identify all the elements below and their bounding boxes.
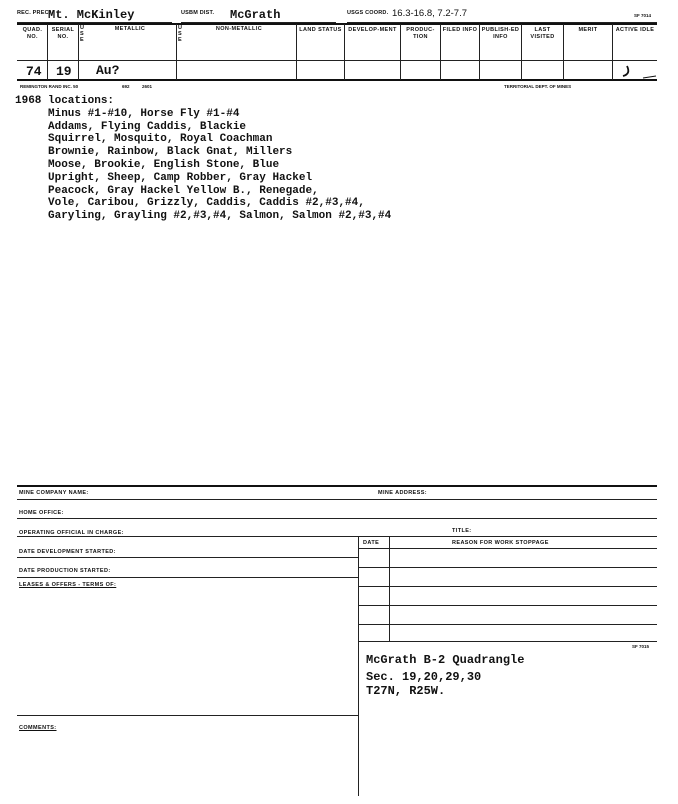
rec-prec-label: REC. PREC. [17, 10, 51, 16]
usgs-coord-value: 16.3-16.8, 7.2-7.7 [392, 8, 467, 19]
printer-code1: 692 [122, 84, 130, 89]
printer-code2: 2601 [142, 84, 153, 89]
col-land-status: LAND STATUS [299, 27, 342, 33]
locations-line: Peacock, Gray Hackel Yellow B., Renegade, [15, 184, 319, 197]
col-use-flag-u: U [80, 25, 85, 31]
usbm-dist-value: McGrath [230, 8, 281, 22]
locations-line: Upright, Sheep, Camp Robber, Gray Hackel [15, 171, 313, 184]
title-label: TITLE: [452, 528, 472, 534]
quadrangle-line: McGrath B-2 Quadrangle [366, 653, 525, 667]
col-last-visited: LAST VISITED [530, 27, 555, 40]
locations-line: Moose, Brookie, English Stone, Blue [15, 158, 280, 171]
operating-official-label: OPERATING OFFICIAL IN CHARGE: [19, 530, 124, 536]
mine-company-name-label: MINE COMPANY NAME: [19, 490, 89, 496]
metallic-value: Au? [96, 63, 120, 78]
col-filed-info: FILED INFO [442, 27, 478, 33]
col-use-flag-e-2: E [178, 37, 183, 43]
locations-line: Garyling, Grayling #2,#3,#4, Salmon, Salmon #2,#3,#4 [15, 210, 392, 223]
col-use-flag-s: S [80, 31, 85, 37]
reason-header: REASON FOR WORK STOPPAGE [452, 540, 549, 546]
col-merit: MERIT [578, 27, 598, 33]
date-prod-started-label: DATE PRODUCTION STARTED: [19, 568, 111, 574]
locations-line: Addams, Flying Caddis, Blackie [15, 120, 247, 133]
township-line: T27N, R25W. [366, 684, 446, 698]
home-office-label: HOME OFFICE: [19, 510, 64, 516]
quad-no-value: 74 [26, 64, 42, 79]
col-use-flag-s-2: S [178, 31, 183, 37]
col-serial-no: SERIAL NO. [51, 27, 75, 40]
date-header: DATE [363, 540, 380, 546]
locations-line: Vole, Caribou, Grizzly, Caddis, Caddis #2,#3,#4, [15, 197, 365, 210]
usbm-dist-label: USBM DIST. [181, 10, 215, 16]
col-production: PRODUC-TION [406, 27, 435, 40]
section-line: Sec. 19,20,29,30 [366, 670, 482, 684]
printer-left: REMINGTON RAND INC. 50 [20, 84, 79, 89]
col-quad-no: QUAD. NO. [22, 27, 43, 40]
idle-mark [615, 64, 657, 80]
col-active-idle: ACTIVE IDLE [615, 27, 655, 33]
leases-label: LEASES & OFFERS - TERMS OF: [19, 582, 117, 588]
locations-line: Brownie, Rainbow, Black Gnat, Millers [15, 146, 293, 159]
date-dev-started-label: DATE DEVELOPMENT STARTED: [19, 549, 116, 555]
rec-prec-value: Mt. McKinley [48, 8, 135, 22]
col-use-flag-e: E [80, 37, 85, 43]
locations-line: 1968 locations: [15, 95, 115, 107]
col-non-metallic: NON-METALLIC [215, 26, 263, 32]
usgs-coord-label: USGS COORD. [347, 10, 389, 16]
form-number-bottom: SF 7015 [632, 644, 650, 649]
col-metallic: METALLIC [114, 26, 146, 32]
locations-line: Minus #1-#10, Horse Fly #1-#4 [15, 107, 240, 120]
col-development: DEVELOP-MENT [348, 27, 397, 33]
col-use-flag-u-2: U [178, 25, 183, 31]
printer-right: TERRITORIAL DEPT. OF MINES [504, 84, 572, 89]
location-note [366, 652, 524, 698]
comments-label: COMMENTS: [19, 725, 57, 731]
locations-block [15, 95, 655, 223]
col-published-info: PUBLISH-ED INFO [481, 27, 520, 40]
serial-no-value: 19 [56, 64, 72, 79]
form-number-top: SF 7014 [634, 13, 652, 18]
mine-address-label: MINE ADDRESS: [378, 490, 427, 496]
locations-line: Squirrel, Mosquito, Royal Coachman [15, 133, 273, 146]
